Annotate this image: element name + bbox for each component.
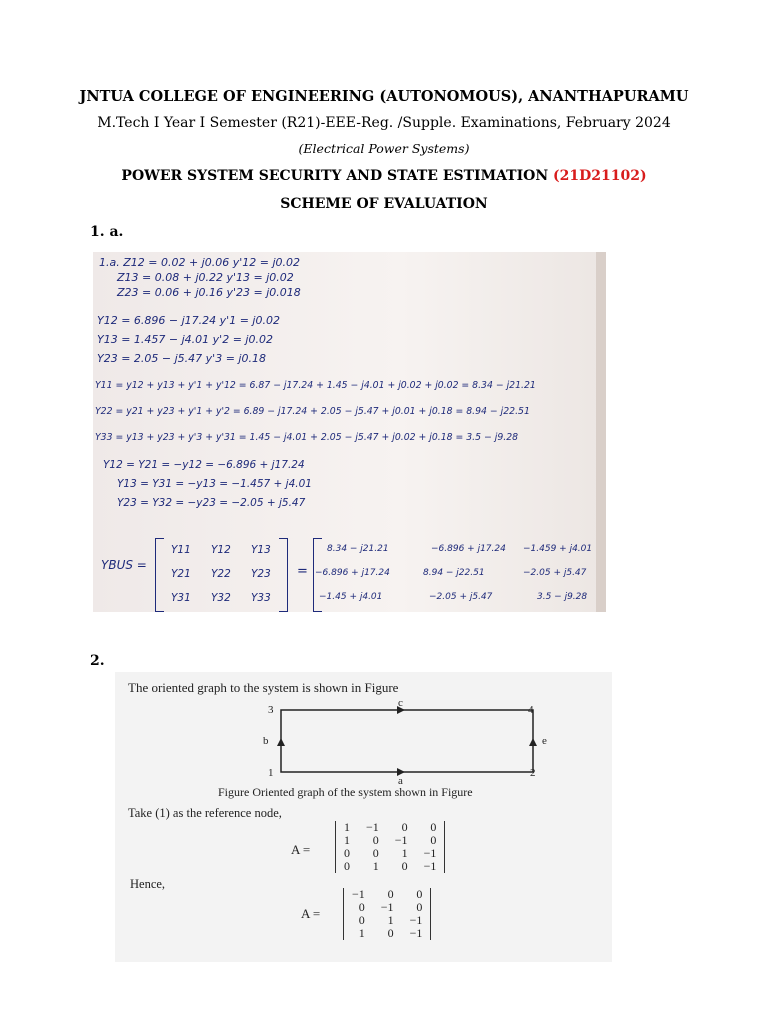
hw-line: Y22 = y21 + y23 + y'1 + y'2 = 6.89 − j17.24 + 2.05 − j5.47 + j0.01 + j0.18 = 8.94 − j22.51 xyxy=(95,406,530,417)
abar-cell: 0 xyxy=(401,859,408,873)
edge-b-label: b xyxy=(263,735,269,747)
ybus-symbol: Y31 xyxy=(171,592,191,604)
a-label: A = xyxy=(301,906,321,921)
a-cell: 0 xyxy=(358,900,365,914)
abar-cell: 0 xyxy=(430,833,437,847)
edge-e-label: e xyxy=(542,735,547,747)
graph-edges xyxy=(281,710,533,772)
arrow-e xyxy=(529,738,537,746)
figure-intro: The oriented graph to the system is shown in Figure xyxy=(128,680,399,695)
equals-sign: = xyxy=(297,564,308,579)
edge-a-label: a xyxy=(398,775,403,787)
specialization-line: (Electrical Power Systems) xyxy=(298,141,470,156)
question-1a-label: 1. a. xyxy=(90,224,124,240)
a-cell: 0 xyxy=(387,887,394,901)
a-cell: 0 xyxy=(416,900,423,914)
ybus-value: −2.05 + j5.47 xyxy=(429,592,493,602)
a-cell: −1 xyxy=(380,900,394,914)
abar-cell: 0 xyxy=(372,846,379,860)
hw-line: Y23 = Y32 = −y23 = −2.05 + j5.47 xyxy=(117,497,306,509)
hw-line: Y11 = y12 + y13 + y'1 + y'12 = 6.87 − j17.24 + 1.45 − j4.01 + j0.02 + j0.02 = 8.34 − j21.21 xyxy=(95,380,536,391)
hw-line: Y13 = 1.457 − j4.01 y'2 = j0.02 xyxy=(97,333,273,346)
abar-cell: −1 xyxy=(423,859,437,873)
ybus-value: −1.45 + j4.01 xyxy=(319,592,383,602)
a-cell: 1 xyxy=(358,926,365,940)
exam-line: M.Tech I Year I Semester (R21)-EEE-Reg. /Supple. Examinations, February 2024 xyxy=(97,115,671,131)
abar-cell: 0 xyxy=(430,820,437,834)
a-cell: 0 xyxy=(358,913,365,927)
ybus-value: −1.459 + j4.01 xyxy=(523,544,593,554)
abar-matrix xyxy=(335,821,445,873)
node-2-label: 2 xyxy=(530,767,536,779)
ybus-symbol: Y21 xyxy=(171,568,191,580)
node-4-label: 4 xyxy=(528,704,534,716)
hw-line: Z13 = 0.08 + j0.22 y'13 = j0.02 xyxy=(117,271,294,284)
a-matrix xyxy=(343,888,431,940)
hw-line: Y33 = y13 + y23 + y'3 + y'31 = 1.45 − j4.01 + 2.05 − j5.47 + j0.02 + j0.18 = 3.5 − j9.28 xyxy=(95,432,519,443)
oriented-graph-figure xyxy=(115,672,612,962)
college-heading: JNTUA COLLEGE OF ENGINEERING (AUTONOMOUS), ANANTHAPURAMU xyxy=(79,88,689,105)
hw-line: Y12 = 6.896 − j17.24 y'1 = j0.02 xyxy=(97,314,280,327)
node-1-label: 1 xyxy=(268,767,274,779)
abar-cell: 0 xyxy=(344,859,350,873)
bracket-left xyxy=(155,538,164,612)
abar-cell: 1 xyxy=(372,859,379,873)
hence-text: Hence, xyxy=(130,877,166,891)
course-code: (21D21102) xyxy=(553,168,647,184)
ybus-symbol: Y32 xyxy=(211,592,231,604)
ybus-symbol: Y22 xyxy=(211,568,231,580)
ybus-value: −2.05 + j5.47 xyxy=(523,568,587,578)
abar-cell: 0 xyxy=(344,846,350,860)
ybus-symbol: Y11 xyxy=(171,544,191,556)
graph-diagram xyxy=(115,698,612,818)
edge-c-label: c xyxy=(398,697,403,709)
ybus-value: −6.896 + j17.24 xyxy=(431,544,506,554)
ybus-value: 3.5 − j9.28 xyxy=(537,592,588,602)
arrow-b xyxy=(277,738,285,746)
hw-line: Y13 = Y31 = −y13 = −1.457 + j4.01 xyxy=(117,478,312,490)
abar-cell: −1 xyxy=(394,833,408,847)
a-cell: 1 xyxy=(387,913,394,927)
figure-caption: Figure Oriented graph of the system shown in Figure xyxy=(218,785,473,799)
abar-cell: 1 xyxy=(344,820,350,834)
course-title: POWER SYSTEM SECURITY AND STATE ESTIMATION xyxy=(121,168,549,184)
abar-cell: 1 xyxy=(344,833,350,847)
question-2-label: 2. xyxy=(90,653,105,669)
abar-cell: 0 xyxy=(401,820,408,834)
ybus-symbol: Y23 xyxy=(251,568,271,580)
abar-cell: 1 xyxy=(401,846,408,860)
course-title-line xyxy=(0,168,768,184)
ybus-symbol: Y13 xyxy=(251,544,271,556)
hw-line: Y12 = Y21 = −y12 = −6.896 + j17.24 xyxy=(103,459,305,471)
bracket-right xyxy=(279,538,288,612)
ybus-value: 8.94 − j22.51 xyxy=(423,568,485,578)
abar-cell: −1 xyxy=(423,846,437,860)
a-cell: −1 xyxy=(409,913,423,927)
hw-line: Z23 = 0.06 + j0.16 y'23 = j0.018 xyxy=(117,286,301,299)
ybus-symbol: Y33 xyxy=(251,592,271,604)
a-cell: −1 xyxy=(352,887,365,901)
ybus-value: −6.896 + j17.24 xyxy=(315,568,390,578)
abar-cell: 0 xyxy=(372,833,379,847)
ybus-value: 8.34 − j21.21 xyxy=(327,544,389,554)
a-cell: 0 xyxy=(416,887,423,901)
reference-node-text: Take (1) as the reference node, xyxy=(128,806,282,820)
abar-cell: −1 xyxy=(366,820,379,834)
ybus-symbol: Y12 xyxy=(211,544,231,556)
handwritten-solution-photo xyxy=(93,252,606,612)
scheme-heading: SCHEME OF EVALUATION xyxy=(280,196,488,212)
abar-label: A = xyxy=(291,842,311,857)
paper-edge xyxy=(596,252,606,612)
hw-line: Y23 = 2.05 − j5.47 y'3 = j0.18 xyxy=(97,352,266,365)
a-cell: 0 xyxy=(387,926,394,940)
hw-line: 1.a. Z12 = 0.02 + j0.06 y'12 = j0.02 xyxy=(99,256,301,269)
ybus-label: YBUS = xyxy=(101,558,147,572)
node-3-label: 3 xyxy=(268,704,274,716)
a-cell: −1 xyxy=(409,926,423,940)
